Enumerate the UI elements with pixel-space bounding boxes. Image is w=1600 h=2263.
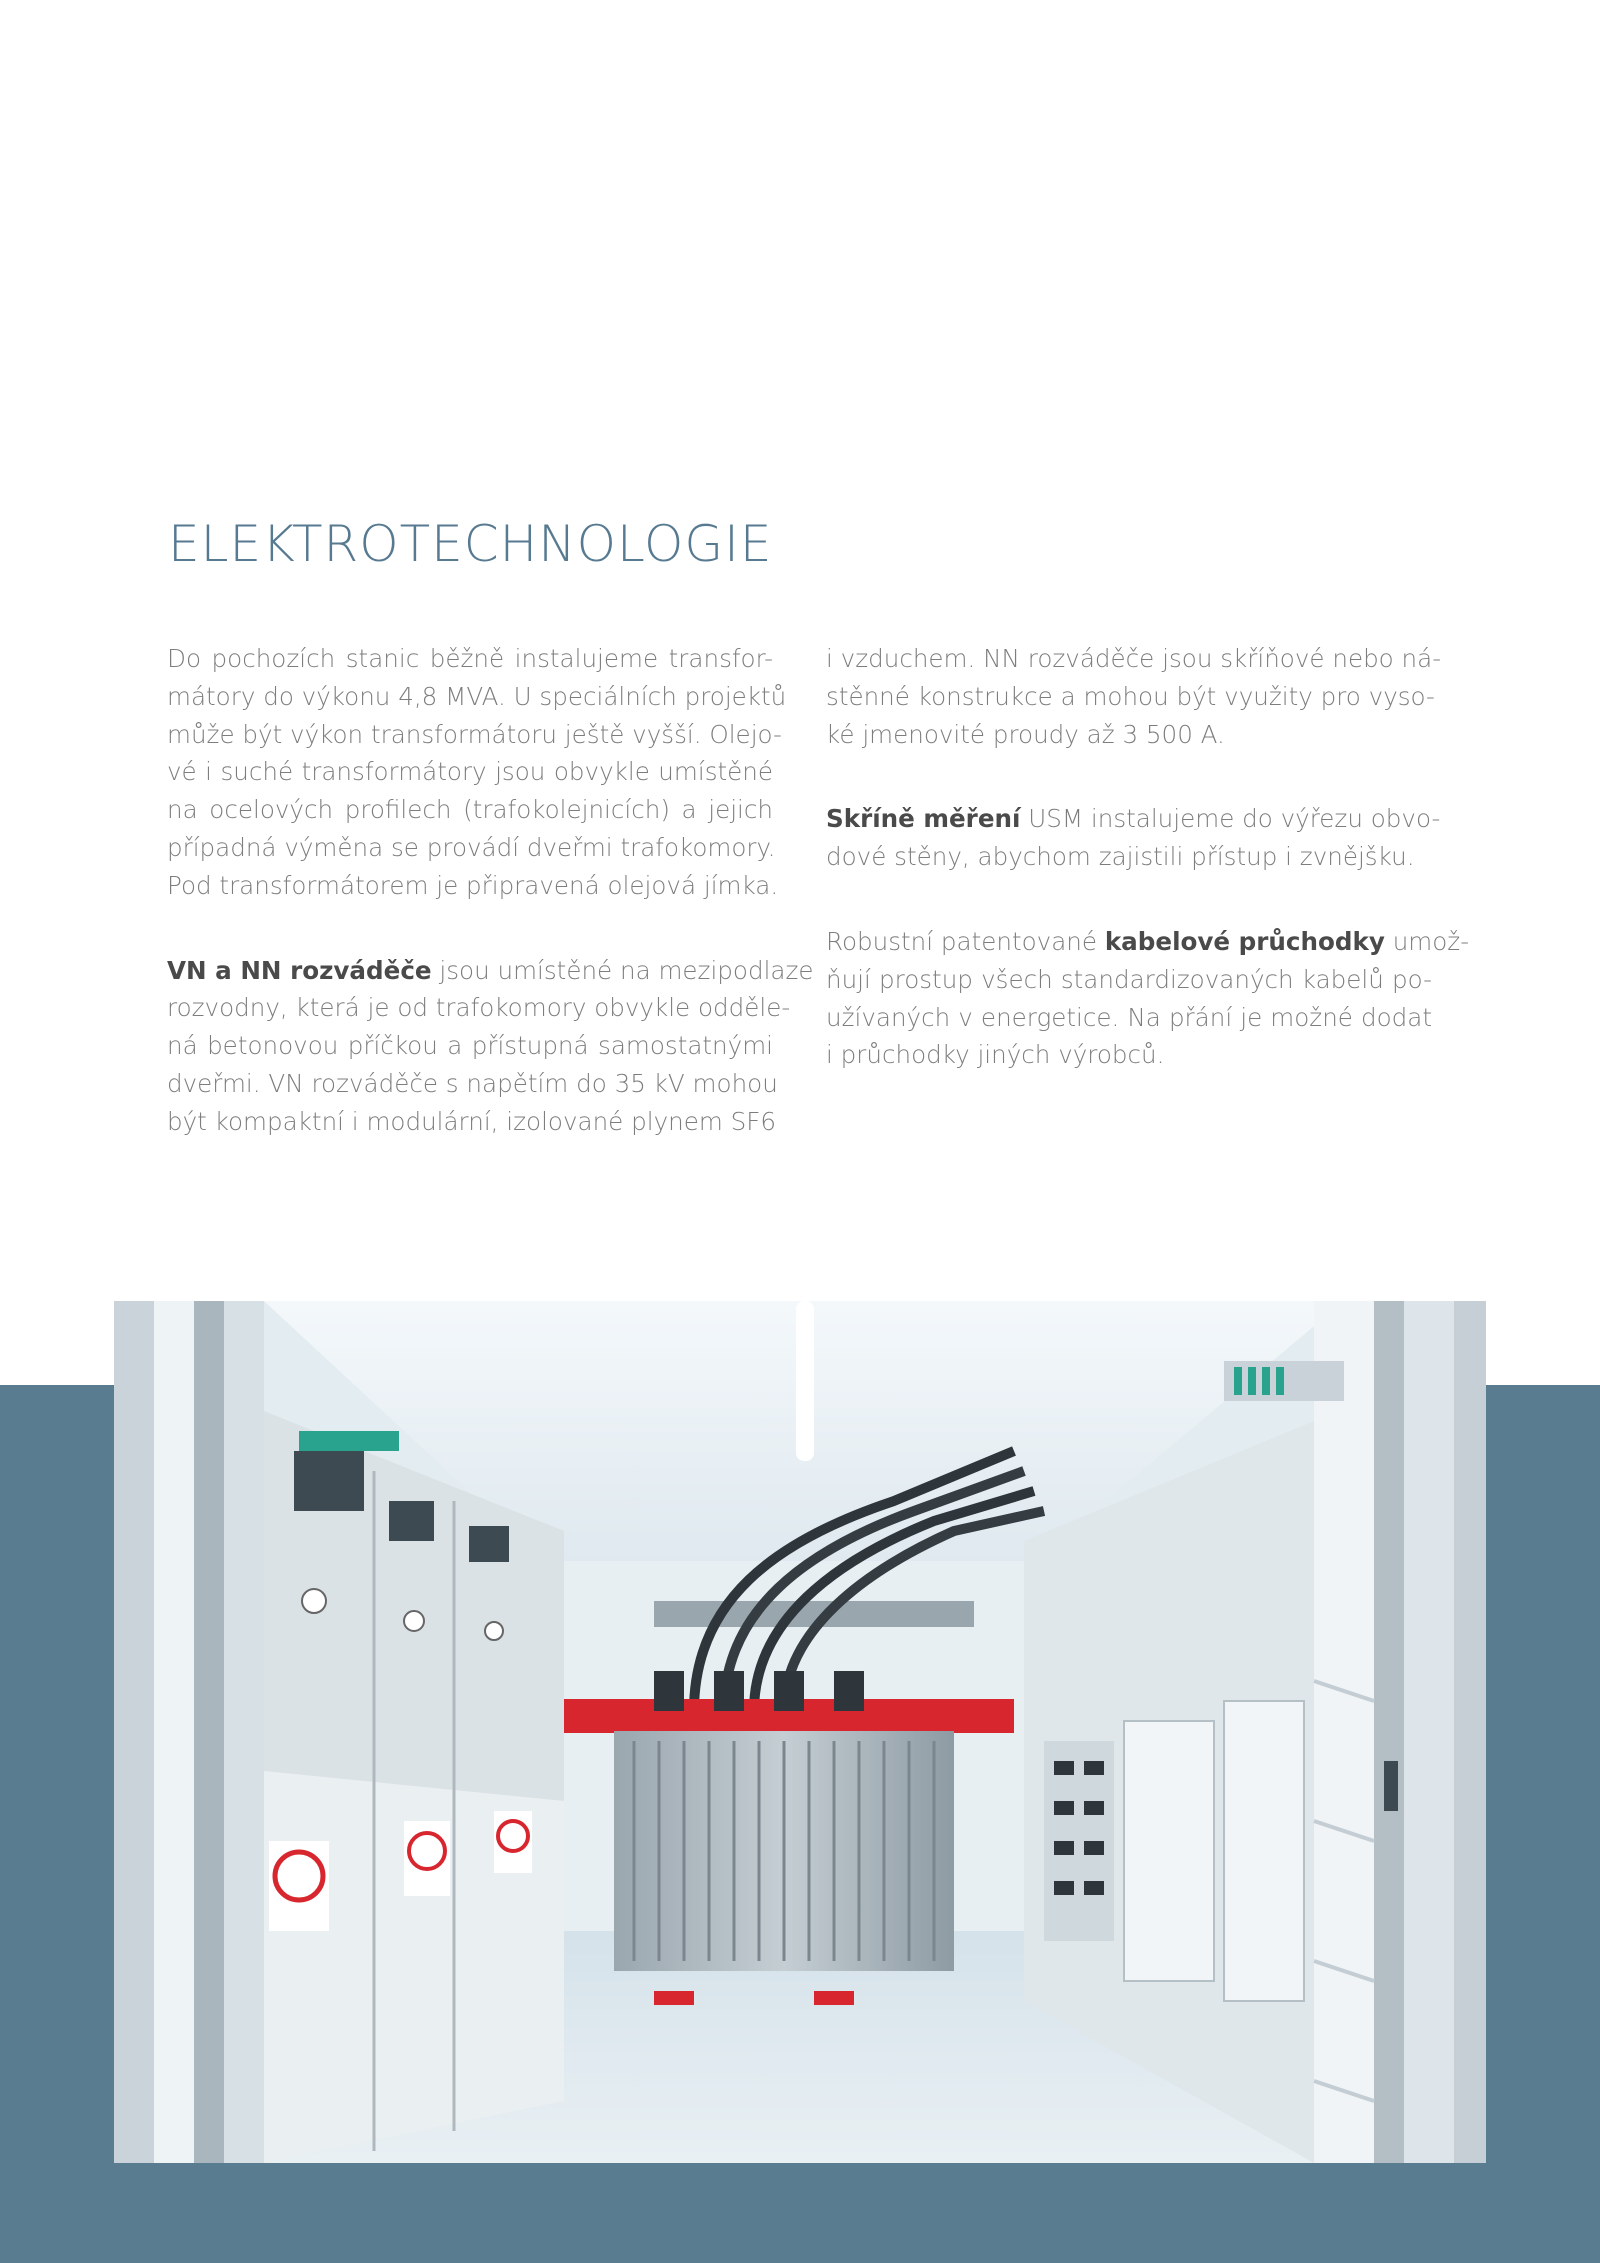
text-line: ňují prostup všech standardizovaných kabelů po- <box>826 964 1432 994</box>
text-line: dové stěny, abychom zajistili přístup i zvnějšku. <box>826 842 1415 872</box>
text-line: ná betonovou příčkou a přístupná samostatnými <box>167 1031 773 1061</box>
text-line: vé i suché transformátory jsou obvykle umístěné <box>167 757 773 787</box>
text-line: i vzduchem. NN rozváděče jsou skříňové nebo ná- <box>826 644 1442 673</box>
text-line: na ocelových profilech (trafokolejnicích) a jejich <box>167 795 773 825</box>
text-fragment: Robustní patentované <box>826 926 1105 956</box>
metering-paragraph <box>826 800 1441 876</box>
switchgear-continued-paragraph <box>826 640 1442 753</box>
switchgear-paragraph <box>167 952 814 1141</box>
text-line <box>826 800 1441 838</box>
text-line: i průchodky jiných výrobců. <box>826 1040 1165 1070</box>
text-line: případná výměna se provádí dveřmi trafokomory. <box>167 832 776 862</box>
text-line: může být výkon transformátoru ještě vyšší. Olejo- <box>167 719 782 749</box>
cable-glands-paragraph <box>826 923 1470 1074</box>
text-line: Do pochozích stanic běžně instalujeme transfor- <box>167 644 773 673</box>
text-line: stěnné konstrukce a mohou být využity pro vyso- <box>826 681 1435 711</box>
left-column <box>167 640 814 1188</box>
text-line: ké jmenovité proudy až 3 500 A. <box>826 719 1225 749</box>
text-line: být kompaktní i modulární, izolované plynem SF6 <box>167 1106 777 1136</box>
text-line: rozvodny, která je od trafokomory obvykle odděle- <box>167 993 791 1023</box>
text-fragment: USM instalujeme do výřezu obvo- <box>1020 804 1441 834</box>
switchgear-term: VN a NN rozváděče <box>167 955 432 985</box>
page-title: ELEKTROTECHNOLOGIE <box>168 515 773 573</box>
text-line: užívaných v energetice. Na přání je možné dodat <box>826 1002 1432 1032</box>
substation-illustration <box>114 1301 1486 2163</box>
transformer-paragraph <box>167 640 787 905</box>
text-fragment: jsou umístěné na mezipodlaze <box>431 955 814 985</box>
metering-term: Skříně měření <box>826 804 1021 834</box>
text-fragment: umož- <box>1384 926 1470 956</box>
substation-interior-photo <box>114 1301 1486 2163</box>
text-line <box>826 923 1470 961</box>
text-line: Pod transformátorem je připravená olejová jímka. <box>167 870 779 900</box>
text-line <box>167 952 814 990</box>
right-column <box>826 640 1470 1121</box>
cable-glands-term: kabelové průchodky <box>1104 926 1385 956</box>
text-line: mátory do výkonu 4,8 MVA. U speciálních projektů <box>167 681 787 711</box>
text-line: dveřmi. VN rozváděče s napětím do 35 kV mohou <box>167 1068 778 1098</box>
